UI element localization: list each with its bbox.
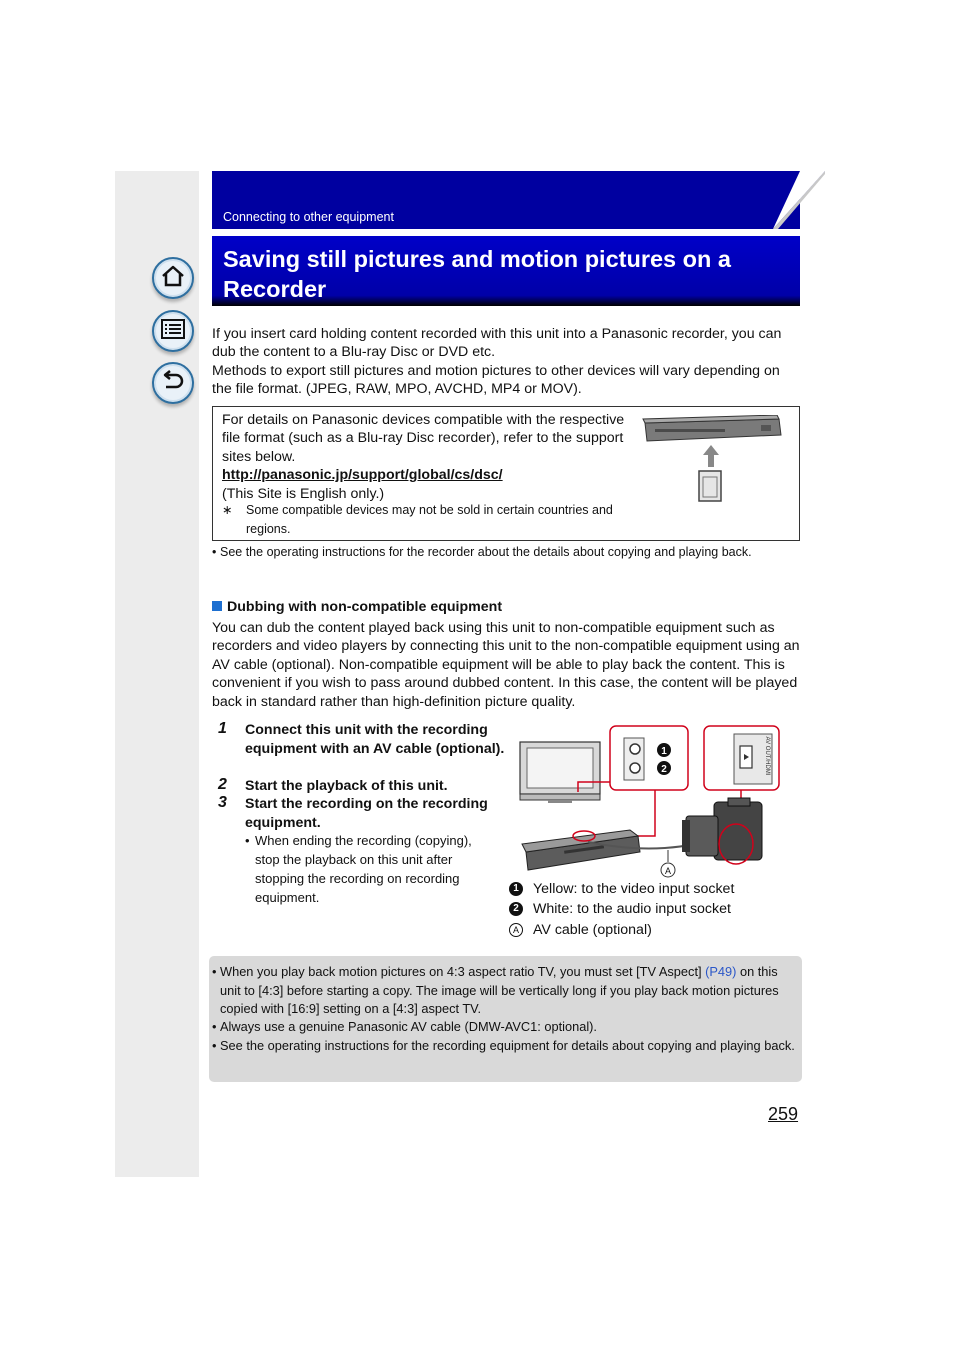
tv-socket-zoom — [610, 726, 688, 790]
recorder-icon — [643, 415, 781, 441]
step-text: Connect this unit with the recording equipment with an AV cable (optional). — [245, 722, 505, 757]
legend-text: White: to the audio input socket — [533, 901, 731, 917]
support-link[interactable]: http://panasonic.jp/support/global/cs/dsc/ — [222, 467, 503, 484]
diagram-marker-a-label: A — [664, 866, 672, 876]
legend-marker: 2 — [509, 902, 523, 916]
step-note: • When ending the recording (copying), stop the playback on this unit after stopping the recording on recording equipment. — [245, 831, 495, 907]
step-text: Start the playback of this unit. — [245, 778, 448, 794]
dubbing-heading — [212, 599, 502, 615]
intro-paragraph-1: If you insert card holding content recorded with this unit into a Panasonic recorder, you can dub the content to a Blu-ray Disc or DVD etc. — [212, 326, 782, 361]
step-number: 1 — [218, 720, 227, 737]
page-title: Saving still pictures and motion pictures on a Recorder — [223, 246, 731, 302]
home-button[interactable] — [152, 257, 194, 299]
return-icon — [160, 369, 186, 398]
footnote-text: Some compatible devices may not be sold in certain countries and regions. — [246, 503, 613, 536]
recorder-and-card-illustration — [641, 415, 783, 505]
diagram-marker-1-label: 1 — [661, 746, 667, 757]
recorder-instructions-bullet: • See the operating instructions for the recorder about the details about copying and playing back. — [212, 543, 802, 562]
notes-box — [209, 956, 802, 1082]
section-label: Connecting to other equipment — [223, 210, 394, 224]
note-recording-equipment: • See the operating instructions for the recording equipment for details about copying and playing back. — [212, 1037, 797, 1056]
note-text: on this unit to [4:3] before starting a copy. The image will be vertically long if you play back motion pictures copied with [16:9] setting on a [4:3] aspect TV. — [220, 964, 779, 1016]
audio-socket — [630, 763, 640, 773]
note-genuine-cable: • Always use a genuine Panasonic AV cable (DMW-AVC1: optional). — [212, 1018, 797, 1037]
sd-card-icon — [699, 471, 721, 501]
section-header — [212, 171, 800, 229]
tv-illustration — [520, 742, 600, 803]
title-banner — [212, 236, 800, 306]
legend-marker: 1 — [509, 882, 523, 896]
note-tv-aspect — [212, 963, 797, 1019]
connection-diagram — [518, 724, 784, 880]
square-bullet-icon — [212, 601, 222, 611]
home-icon — [160, 264, 186, 293]
step-number: 3 — [218, 794, 227, 811]
legend-text: AV cable (optional) — [533, 922, 652, 938]
diagram-marker-2-label: 2 — [661, 764, 667, 775]
step-number: 2 — [218, 776, 227, 793]
intro-paragraph-2: Methods to export still pictures and motion pictures to other devices will vary depending on the file format. (JPEG, RAW, MPO, AVCHD, MP4 or MOV). — [212, 363, 780, 398]
page-reference-link[interactable]: (P49) — [705, 964, 737, 979]
upload-arrow-icon — [703, 445, 719, 467]
page-number: 259 — [768, 1104, 799, 1124]
legend-text: Yellow: to the video input socket — [533, 881, 735, 897]
recorder-illustration — [522, 830, 640, 870]
video-socket — [630, 744, 640, 754]
dubbing-heading-text: Dubbing with non-compatible equipment — [227, 599, 503, 615]
menu-list-icon — [160, 318, 186, 345]
legend-marker: A — [509, 923, 523, 937]
support-info-text: For details on Panasonic devices compatible with the respective file format (such as a Blu-ray Disc recorder), refer to the support sites below. — [222, 412, 625, 465]
site-language-note: (This Site is English only.) — [222, 485, 385, 502]
back-button[interactable] — [152, 362, 194, 404]
dubbing-body: You can dub the content played back using this unit to non-compatible equipment such as recorders and video players by connecting this unit to the non-compatible equipment using an AV cable (optional). Non-compatible equipment will be able to play back the content. This is convenient if you wish to pass around dubbed content. In this case, the content will be played back in standard rather than high-definition picture quality. — [212, 620, 800, 710]
camera-illustration — [682, 798, 762, 860]
asterisk-mark: ∗ — [222, 503, 233, 517]
socket-label: AV OUT/HDMI — [764, 736, 770, 776]
menu-button[interactable] — [152, 310, 194, 352]
page-corner-decoration — [770, 171, 825, 229]
note-text: When you play back motion pictures on 4:3 aspect ratio TV, you must set [TV Aspect] — [220, 964, 706, 979]
support-info-box — [212, 406, 800, 541]
step-text: Start the recording on the recording equipment. — [245, 796, 488, 831]
